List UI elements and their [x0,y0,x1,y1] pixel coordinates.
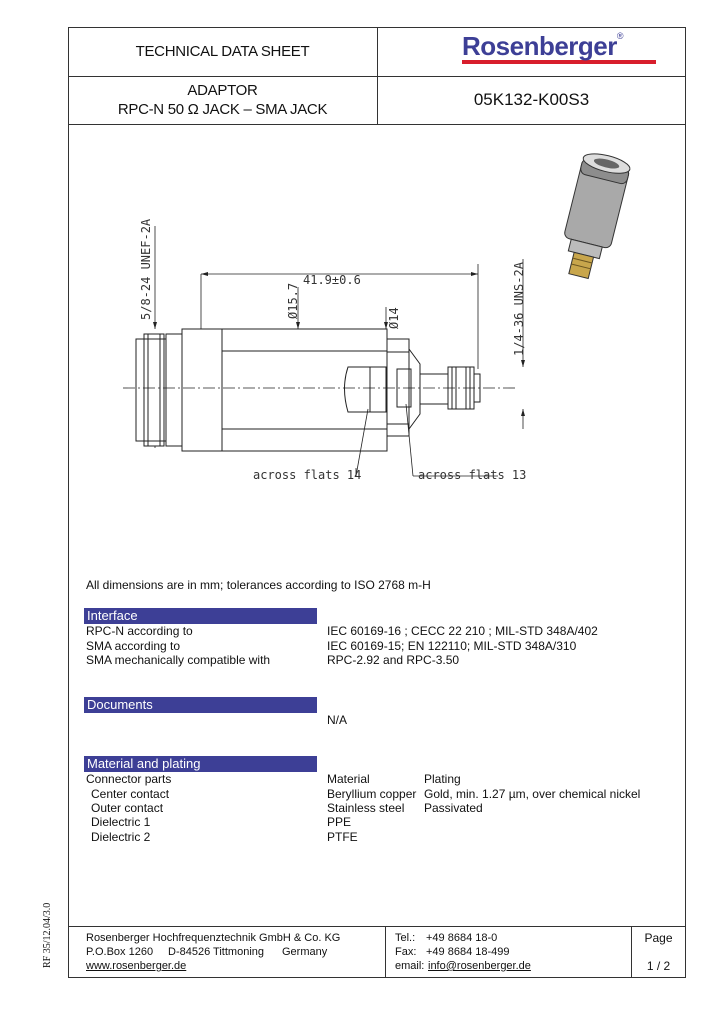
material-row-material: PPE [327,815,352,829]
length-dimension: 41.9±0.6 [303,273,361,287]
interface-row-value: RPC-2.92 and RPC-3.50 [327,653,460,667]
side-revision-code: RF 35/12.04/3.0 [42,902,53,968]
footer-fax: +49 8684 18-499 [426,946,510,958]
material-header-plating: Plating [424,772,461,786]
footer-divider [68,926,686,927]
left-nut [166,334,182,446]
footer-tel-label: Tel.: [395,932,416,944]
doc-type-title: TECHNICAL DATA SHEET [135,43,310,60]
interface-row-label: RPC-N according to [86,624,193,638]
footer-country: Germany [282,946,328,958]
interface-row-value: IEC 60169-15; EN 122110; MIL-STD 348A/310 [327,639,577,653]
brand-name: Rosenberger [462,31,617,61]
material-row-part: Dielectric 2 [91,830,151,844]
footer-company: Rosenberger Hochfrequenztechnik GmbH & Co. KG [86,932,341,944]
footer-pobox: P.O.Box 1260 [86,946,154,958]
part-number: 05K132-K00S3 [473,90,590,109]
documents-section-title: Documents [84,697,317,713]
diameter-right-label: Ø14 [387,307,401,329]
main-body [222,329,387,451]
material-row-plating: Passivated [424,801,483,815]
footer-page-label: Page [644,931,673,945]
material-row-part: Center contact [91,787,170,801]
dimensions-note: All dimensions are in mm; tolerances according to ISO 2768 m-H [86,578,431,592]
footer-page-number: 1 / 2 [646,959,671,973]
thread-left-label: 5/8-24 UNEF-2A [139,218,153,320]
product-render [555,150,632,282]
interface-row-value: IEC 60169-16 ; CECC 22 210 ; MIL-STD 348A/402 [327,624,598,638]
product-name-line1: ADAPTOR [187,82,258,99]
material-row-material: PTFE [327,830,358,844]
left-flange [136,339,166,441]
material-section-title: Material and plating [84,756,317,772]
material-header-material: Material [327,772,370,786]
footer-email-link[interactable]: info@rosenberger.de [428,960,531,972]
technical-drawing [68,124,686,574]
documents-value: N/A [327,713,348,727]
footer-website-link[interactable]: www.rosenberger.de [86,960,187,972]
material-row-material: Stainless steel [327,801,405,815]
material-row-part: Outer contact [91,801,164,815]
across-flats-left: across flats 14 [253,468,362,482]
footer-column-divider-1 [385,926,386,978]
product-name-line2: RPC-N 50 Ω JACK – SMA JACK [117,101,328,118]
material-header-part: Connector parts [86,772,172,786]
right-nut [387,339,409,436]
material-row-part: Dielectric 1 [91,815,151,829]
diameter-left-label: Ø15.7 [286,282,300,319]
interface-section-title: Interface [84,608,317,624]
brand-registered-mark: ® [616,31,624,41]
footer-fax-label: Fax: [395,946,417,958]
footer-tel: +49 8684 18-0 [426,932,498,944]
interface-row-label: SMA mechanically compatible with [86,653,271,667]
material-row-material: Beryllium copper [327,787,417,801]
footer-city: D-84526 Tittmoning [168,946,264,958]
footer-email-label: email: [395,960,425,972]
interface-row-label: SMA according to [86,639,181,653]
thread-right-label: 1/4-36 UNS-2A [512,262,526,356]
material-row-plating: Gold, min. 1.27 µm, over chemical nickel [424,787,641,801]
brand-logo [462,31,656,71]
across-flats-right: across flats 13 [418,468,527,482]
